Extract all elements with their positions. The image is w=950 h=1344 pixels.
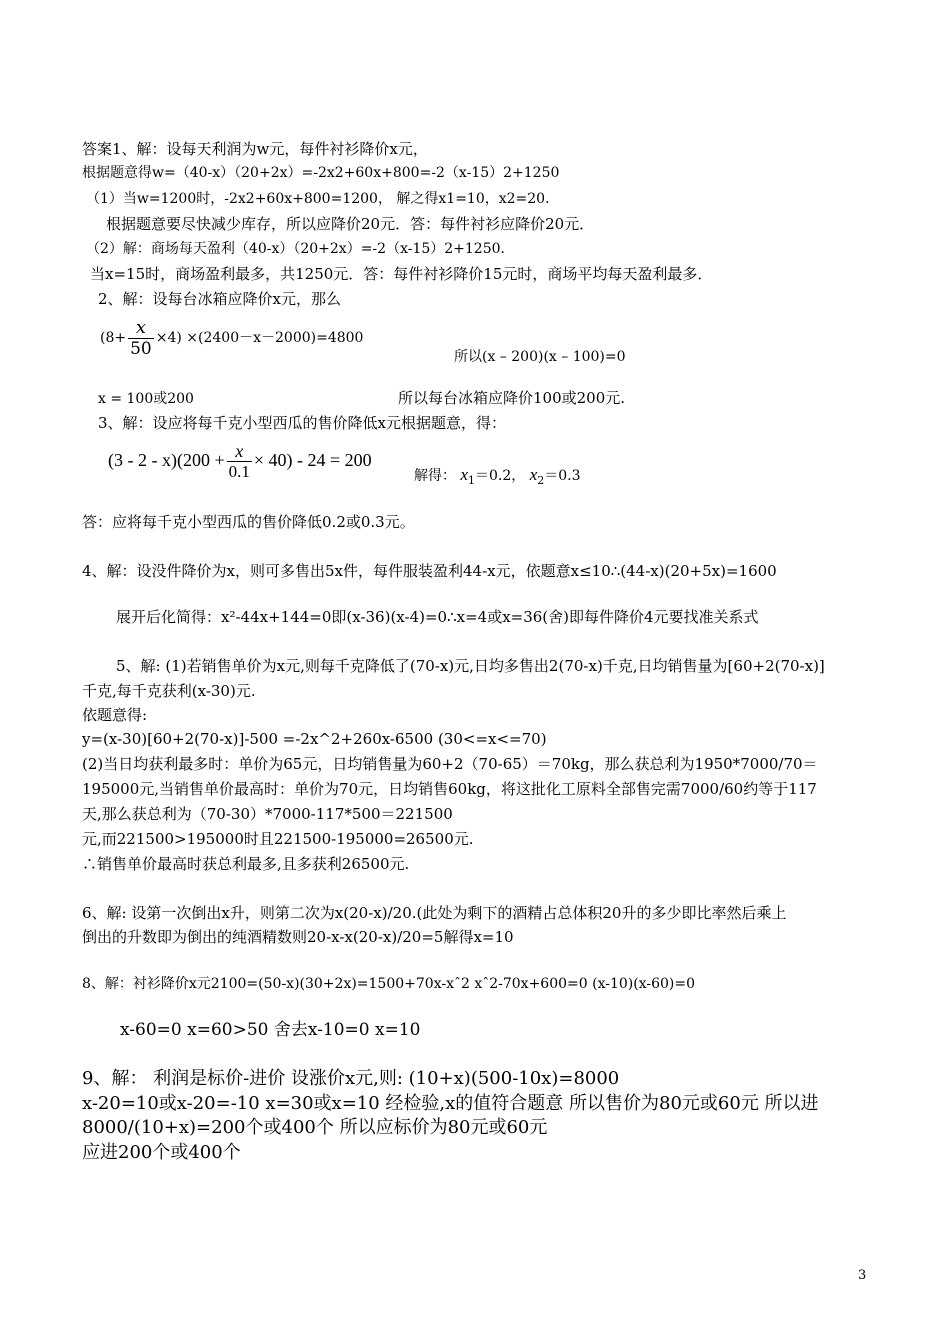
answer-2-line-1: 2、解：设每台冰箱应降价x元，那么: [98, 290, 342, 308]
solution-label: 解得：: [414, 468, 456, 484]
answer-9-line-4: 应进200个或400个: [82, 1142, 241, 1163]
answer-1-line-5: （2）解：商场每天盈利（40-x）（20+2x）=-2（x-15）2+1250．: [86, 241, 515, 257]
x1-subscript: 1: [468, 473, 475, 487]
answer-3-line-1: 3、解：设应将每千克小型西瓜的售价降低x元根据题意，得：: [98, 414, 507, 432]
answer-1-line-3: （1）当w=1200时，-2x2+60x+800=1200， 解之得x1=10，x2=20．: [86, 191, 560, 207]
equation-prefix: (3 - 2 - x)(200 +: [108, 450, 225, 470]
answer-8-line-2: x-60=0 x=60>50 舍去x-10=0 x=10: [120, 1020, 421, 1040]
fraction-x-over-0-1: [227, 441, 252, 482]
answer-2-equation: [100, 316, 363, 360]
answer-9-line-3: 8000/(10+x)=200个或400个 所以应标价为80元或60元: [82, 1117, 548, 1138]
answer-5-line-6: 195000元,当销售单价最高时：单价为70元，日均销售60kg，将这批化工原料全部售完需7000/60约等于117: [82, 780, 817, 798]
x2-var: x: [529, 465, 538, 484]
answer-5-line-4: y=(x-30)[60+2(70-x)]-500 =-2x^2+260x-6500 (30<=x<=70): [82, 730, 547, 748]
answer-3-conclusion: 答：应将每千克小型西瓜的售价降低0.2或0.3元。: [82, 513, 415, 531]
answer-5-line-8: 元,而221500>195000时且221500-195000=26500元.: [82, 830, 474, 848]
answer-5-line-5: (2)当日均获利最多时：单价为65元，日均销售量为60+2（70-65）＝70kg，那么获总利为1950*7000/70＝: [82, 755, 818, 773]
x2-value: ＝0.3: [544, 468, 581, 484]
answer-1-line-4: 根据题意要尽快减少库存，所以应降价20元．答：每件衬衫应降价20元．: [106, 215, 595, 233]
x1-var: x: [460, 465, 468, 484]
answer-1-line-2: 根据题意得w=（40-x）（20+2x）=-2x2+60x+800=-2（x-15）2+1250: [82, 165, 560, 181]
answer-2-factored: 所以(x – 200)(x – 100)=0: [454, 349, 626, 365]
equation-suffix: ×4) ×(2400－x－2000)=4800: [155, 330, 364, 346]
answer-2-conclusion: 所以每台冰箱应降价100或200元.: [398, 389, 626, 407]
x1-value: ＝0.2，: [475, 468, 526, 484]
fraction-denominator: 50: [130, 338, 152, 359]
answer-6-line-2: 倒出的升数即为倒出的纯酒精数则20-x-x(20-x)/20=5解得x=10: [82, 928, 514, 946]
answer-5-line-7: 天,那么获总利为（70-30）*7000-117*500＝221500: [82, 805, 453, 823]
answer-5-line-2: 千克,每千克获利(x-30)元.: [82, 682, 256, 700]
answer-5-line-3: 依题意得:: [82, 706, 148, 724]
answer-5-line-9: ∴销售单价最高时获总利最多,且多获利26500元.: [82, 855, 410, 873]
fraction-numerator: x: [135, 316, 146, 338]
answer-3-solutions: [414, 466, 581, 490]
equation-prefix: (8+: [100, 330, 127, 346]
fraction-denominator: 0.1: [228, 462, 250, 482]
answer-9-line-1: 9、解： 利润是标价-进价 设涨价x元,则: (10+x)(500-10x)=8000: [82, 1068, 620, 1089]
answer-4-line-2: 展开后化简得：x²-44x+144=0即(x-36)(x-4)=0∴x=4或x=36(舍)即每件降价4元要找准关系式: [116, 608, 759, 626]
page-number: 3: [858, 1268, 867, 1283]
answer-3-equation: [108, 436, 372, 484]
answer-8-line-1: 8、解：衬衫降价x元2100=(50-x)(30+2x)=1500+70x-xˆ2 xˆ2-70x+600=0 (x-10)(x-60)=0: [82, 976, 695, 992]
answer-2-solution: x = 100或200: [98, 391, 194, 407]
equation-suffix: × 40) - 24 = 200: [253, 450, 372, 470]
answer-6-line-1: 6、解: 设第一次倒出x升，则第二次为x(20-x)/20.(此处为剩下的酒精占总体积20升的多少即比率然后乘上: [82, 904, 787, 922]
answer-5-line-1: 5、解: (1)若销售单价为x元,则每千克降低了(70-x)元,日均多售出2(70-x)千克,日均销售量为[60+2(70-x)]: [116, 657, 825, 675]
answer-1-line-1: 答案1、解：设每天利润为w元，每件衬衫降价x元，: [82, 140, 428, 158]
answer-9-line-2: x-20=10或x-20=-10 x=30或x=10 经检验,x的值符合题意 所以售价为80元或60元 所以进: [82, 1093, 819, 1114]
fraction-numerator: x: [235, 441, 244, 462]
fraction-x-over-50: [128, 318, 154, 359]
x2-subscript: 2: [537, 473, 545, 487]
answer-4-line-1: 4、解：设没件降价为x，则可多售出5x件，每件服装盈利44-x元，依题意x≤10∴(44-x)(20+5x)=1600: [82, 562, 777, 580]
answer-1-line-6: 当x=15时，商场盈利最多，共1250元．答：每件衬衫降价15元时，商场平均每天盈利最多．: [90, 265, 713, 283]
